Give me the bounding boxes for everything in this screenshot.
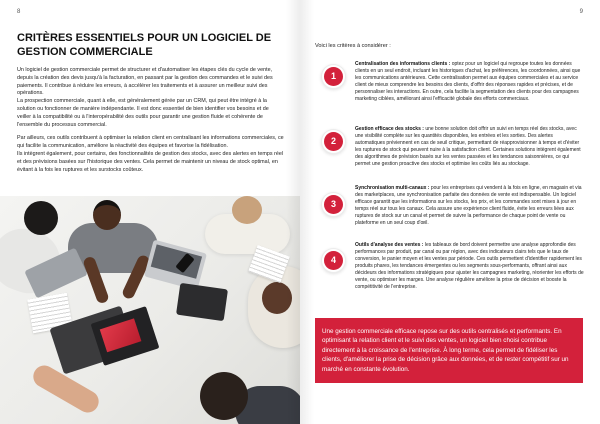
team-meeting-photo <box>0 196 300 424</box>
criterion-title: Centralisation des informations clients : <box>355 61 451 67</box>
page-fold-shadow <box>300 0 314 424</box>
criterion-text: les tableaux de bord doivent permettre une analyse approfondie des performances par produit, par canal ou par région, avec des indicateurs clairs tels que le taux de conversion, le panier moyen et les ventes par période. Ces outils permettent d'identifier rapidement les produits phares, les tendances émergentes ou les segments sous-performants, offrant ainsi aux décideurs des informations stratégiques pour ajuster les campagnes marketing, réorienter les efforts de vente, ou optimiser les marges. Une analyse régulière améliore la prise de décision et booste la compétitivité de l'entreprise. <box>355 242 584 290</box>
laptop-silver-screen <box>151 244 202 278</box>
criterion-title: Outils d'analyse des ventes : <box>355 242 424 248</box>
conclusion-callout: Une gestion commerciale efficace repose sur des outils centralisés et performants. En optimisant la relation client et le suivi des ventes, un logiciel bien choisi contribue directement à la croissance de l'entreprise. À long terme, cela permet de fidéliser les clients, d'améliorer la prise de décision grâce aux données, et de rester compétitif sur un marché en constante évolution. <box>315 318 583 383</box>
person-head-center <box>93 200 121 230</box>
criterion-item-1 <box>355 61 584 103</box>
criterion-number-badge: 1 <box>324 67 343 86</box>
person-head-top-left <box>24 201 58 235</box>
criterion-title: Synchronisation multi-canaux : <box>355 185 430 191</box>
page-title: CRITÈRES ESSENTIELS POUR UN LOGICIEL DE GESTION COMMERCIALE <box>17 32 272 58</box>
criterion-title: Gestion efficace des stocks : <box>355 126 424 132</box>
body-paragraph-1: Un logiciel de gestion commerciale permet de structurer et d'automatiser les étapes clés du cycle de vente, depuis la création des devis jusqu'à la facturation, en passant par la gestion des commandes et le suivi des paiements. Il contribue à réduire les erreurs, à accélérer les traitements et à assurer un meilleur suivi des opérations. <box>17 67 273 97</box>
page-fold-shadow <box>286 0 300 424</box>
page-number-right: 9 <box>579 9 583 15</box>
body-paragraph-2: La prospection commerciale, quant à elle, est généralement gérée par un CRM, qui peut être intégré à la solution ou fonctionner de manière indépendante. Il est donc essentiel de bien identifier vos besoins et de veiller à la compatibilité ou à l'interopérabilité des outils pour garantir une gestion fluide et cohérente de l'ensemble du processus commercial. <box>17 98 269 128</box>
criterion-item-2 <box>355 126 584 168</box>
criterion-number-badge: 3 <box>324 195 343 214</box>
criterion-text: une bonne solution doit offrir un suivi en temps réel des stocks, avec une visibilité complète sur les quantités disponibles, les entrées et les sorties. Des alertes automatiques préviennent en cas de seuil critique, permettant de réapprovisionner à temps et d'éviter les ruptures de stock qui peuvent nuire à la satisfaction client. Certaines solutions intègrent également des algorithmes de prévision basés sur les ventes passées et les tendances saisonnières, ce qui permet une gestion proactive des stocks et optimise les coûts liés au stockage. <box>355 126 581 167</box>
criterion-text: optez pour un logiciel qui regroupe toutes les données clients en un seul endroit, incluant les historiques d'achat, les préférences, les coordonnées, ainsi que les communications antérieures. Cette centralisation permet aux équipes commerciales et au service client de mieux comprendre les besoins des clients, d'offrir des réponses rapides et précises, et de personnaliser les interactions. En outre, cela facilite la segmentation des clients pour des campagnes marketing ciblées, améliorant ainsi l'efficacité globale des efforts commerciaux. <box>355 61 581 102</box>
criterion-item-3 <box>355 185 584 227</box>
person-head-top-right <box>232 196 262 224</box>
criterion-number-badge: 4 <box>324 251 343 270</box>
tablet <box>176 283 228 321</box>
person-head-bottom-right <box>200 372 248 420</box>
right-page <box>300 0 600 424</box>
intro-text <box>17 67 284 174</box>
page-number-left: 8 <box>17 9 21 15</box>
laptop-screen-content <box>100 318 142 352</box>
criterion-text: pour les entreprises qui vendent à la fois en ligne, en magasin et via des marketplaces, une synchronisation parfaite des données de vente est indispensable. Un logiciel efficace garantit que les informations sur les stocks, les prix, et les commandes sont mises à jour en temps réel sur tous les canaux. Cela assure une expérience client fluide, évite les erreurs liées aux ruptures de stock sur un canal et permet de suivre la performance de chaque point de vente ou plateforme en un seul coup d'œil. <box>355 185 582 226</box>
criterion-item-4 <box>355 242 584 291</box>
body-paragraph-3: Par ailleurs, ces outils contribuent à optimiser la relation client en centralisant les informations commerciales, ce qui facilite la communication, améliore la réactivité des équipes et favorise la fidélisation. <box>17 135 284 150</box>
criterion-number-badge: 2 <box>324 132 343 151</box>
body-paragraph-4: Ils intègrent également, pour certains, des fonctionnalités de gestion des stocks, avec des alertes en temps réel et des prévisions basées sur l'historique des ventes. Cela permet de maintenir un niveau de stock optimal, en évitant à la fois les ruptures et les surstocks coûteux. <box>17 150 284 173</box>
criteria-intro: Voici les critères à considérer : <box>315 43 391 49</box>
